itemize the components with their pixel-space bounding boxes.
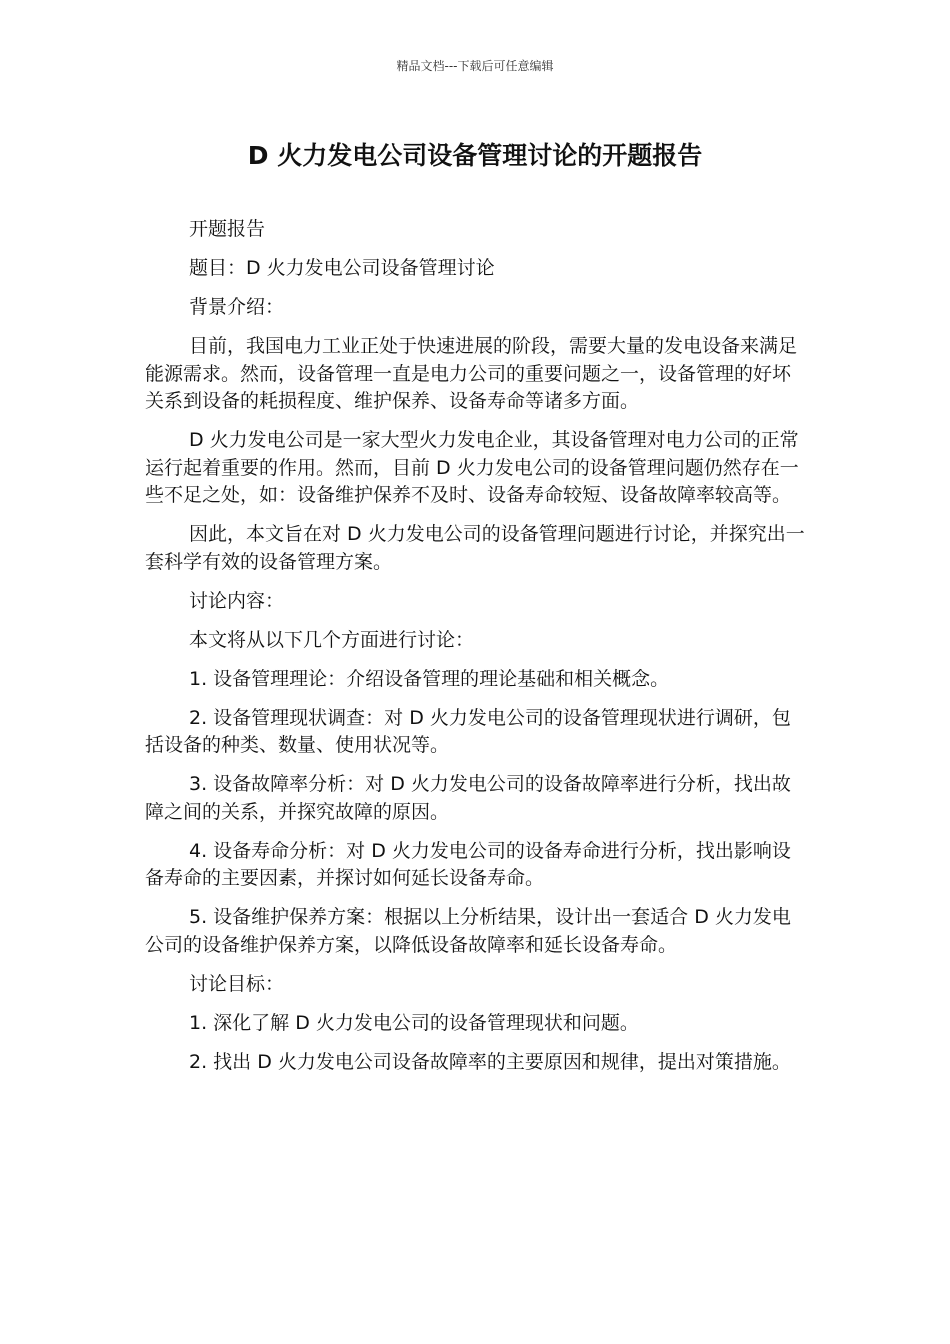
paragraph-background-1: 目前，我国电力工业正处于快速进展的阶段，需要大量的发电设备来满足能源需求。然而，设备管理一直是电力公司的重要问题之一，设备管理的好坏关系到设备的耗损程度、维护保养、设备寿命等诸多方面。 [145,335,798,412]
list-item-content-2: 2. 设备管理现状调查：对 D 火力发电公司的设备管理现状进行调研，包括设备的种类、数量、使用状况等。 [145,706,791,756]
list-item-content-4: 4. 设备寿命分析：对 D 火力发电公司的设备寿命进行分析，找出影响设备寿命的主要因素，并探讨如何延长设备寿命。 [145,839,791,889]
paragraph-topic: 题目：D 火力发电公司设备管理讨论 [189,257,495,279]
document-body [145,216,805,1088]
paragraph-content-intro: 本文将从以下几个方面进行讨论： [189,628,475,651]
list-item-content-3: 3. 设备故障率分析：对 D 火力发电公司的设备故障率进行分析，找出故障之间的关系，并探究故障的原因。 [145,773,791,823]
paragraph-background-2: D 火力发电公司是一家大型火力发电企业，其设备管理对电力公司的正常运行起着重要的作用。然而，目前 D 火力发电公司的设备管理问题仍然存在一些不足之处，如：设备维护保养不及时、设备寿命较短、设备故障率较高等。 [145,429,799,506]
paragraph-background-3: 因此，本文旨在对 D 火力发电公司的设备管理问题进行讨论，并探究出一套科学有效的设备管理方案。 [145,523,805,573]
page-header-note: 精品文档---下载后可任意编辑 [396,59,554,73]
paragraph-background-heading: 背景介绍： [189,296,285,318]
list-item-content-5: 5. 设备维护保养方案：根据以上分析结果，设计出一套适合 D 火力发电公司的设备维护保养方案，以降低设备故障率和延长设备寿命。 [145,906,791,956]
paragraph-content-heading: 讨论内容： [189,589,285,612]
document-title: D 火力发电公司设备管理讨论的开题报告 [247,141,703,170]
list-item-content-1: 1. 设备管理理论：介绍设备管理的理论基础和相关概念。 [189,667,670,690]
paragraph-goals-heading: 讨论目标： [189,972,285,995]
list-item-goal-2: 2. 找出 D 火力发电公司设备故障率的主要原因和规律，提出对策措施。 [189,1050,791,1073]
paragraph-report-label: 开题报告 [189,218,266,240]
list-item-goal-1: 1. 深化了解 D 火力发电公司的设备管理现状和问题。 [189,1011,639,1034]
